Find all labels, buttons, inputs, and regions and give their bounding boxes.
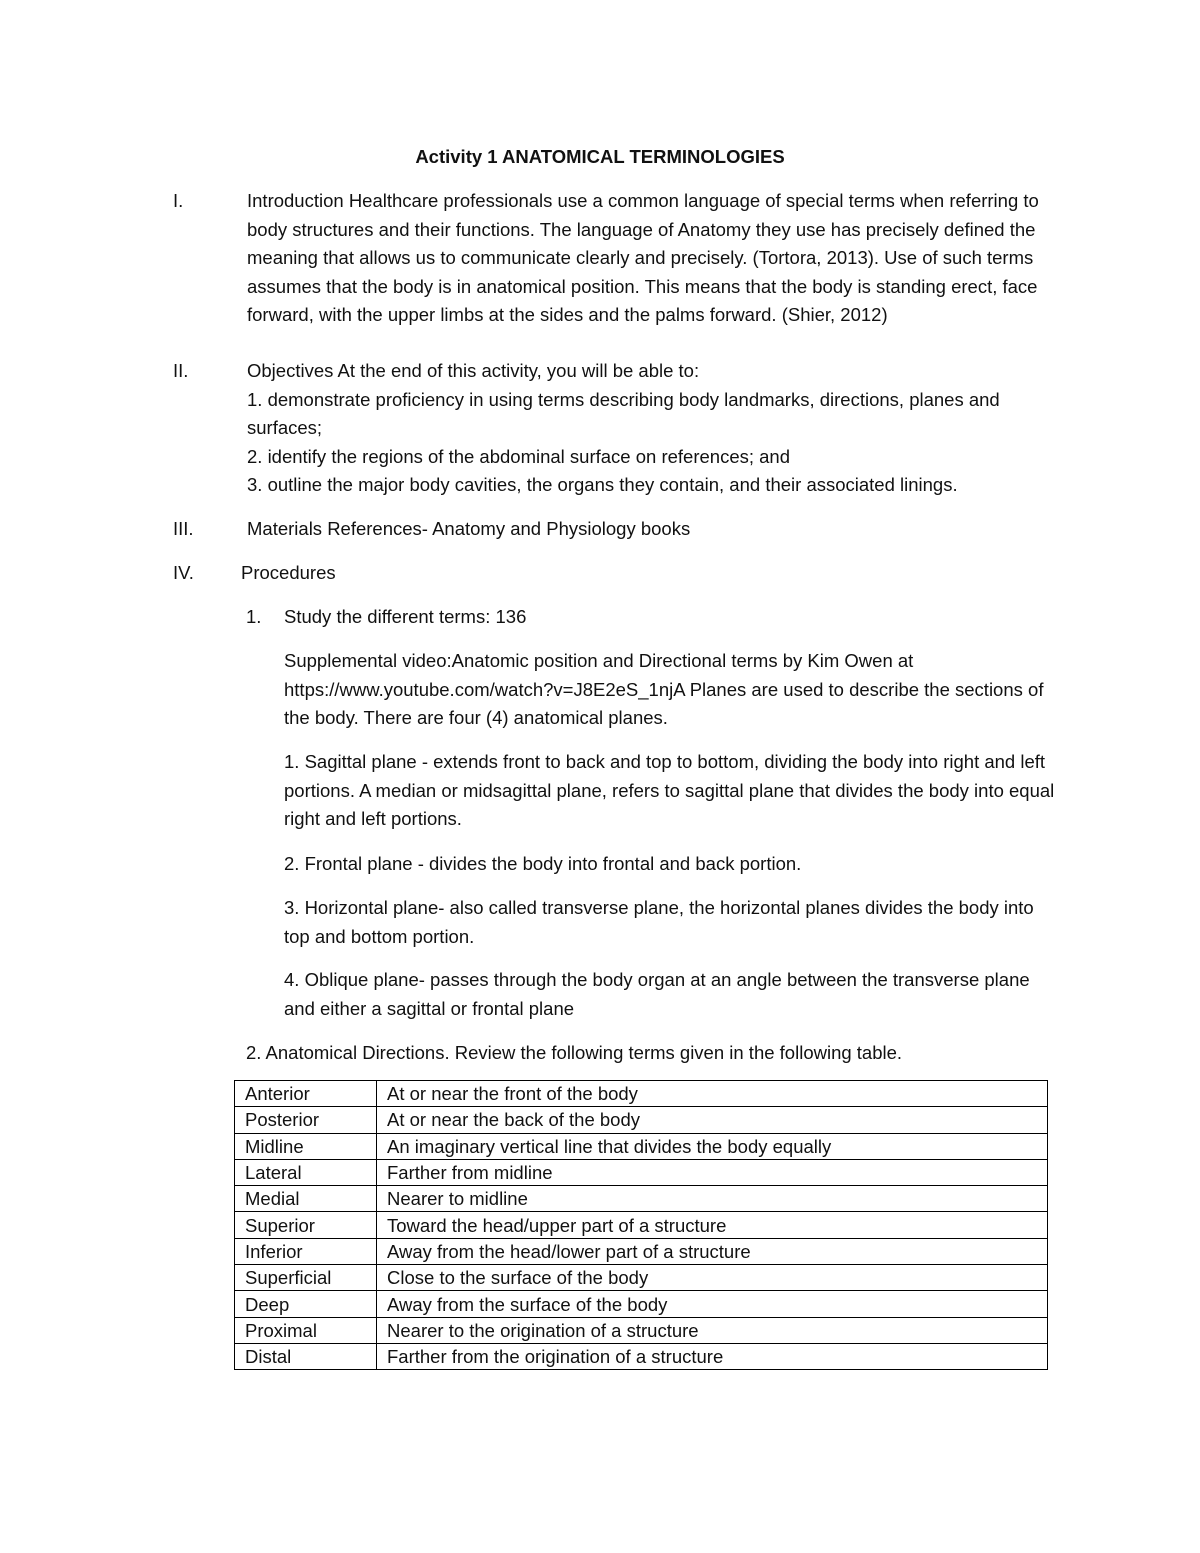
definition-cell: At or near the back of the body — [377, 1107, 1048, 1133]
objective-item: 2. identify the regions of the abdominal surface on references; and — [247, 445, 791, 467]
table-row — [235, 1186, 1048, 1212]
objective-item: 1. demonstrate proficiency in using terms describing body landmarks, directions, planes and surfaces; — [247, 388, 1000, 438]
table-row — [235, 1159, 1048, 1185]
definition-cell: At or near the front of the body — [377, 1081, 1048, 1107]
term-cell: Superior — [235, 1212, 377, 1238]
page-title: Activity 1 ANATOMICAL TERMINOLOGIES — [415, 146, 785, 167]
objective-item: 3. outline the major body cavities, the organs they contain, and their associated linings. — [247, 474, 958, 495]
term-cell: Posterior — [235, 1107, 377, 1133]
objectives-heading: Objectives At the end of this activity, you will be able to: — [247, 360, 700, 381]
section-numeral: II. — [173, 360, 189, 381]
definition-cell: Toward the head/upper part of a structure — [377, 1212, 1048, 1238]
plane-item-sagittal: 1. Sagittal plane - extends front to back and top to bottom, dividing the body into right and left portions. A median or midsagittal plane, refers to sagittal plane that divides the body into equal right and left portions. — [284, 751, 1055, 829]
term-cell: Lateral — [235, 1159, 377, 1185]
definition-cell: Nearer to midline — [377, 1186, 1048, 1212]
definition-cell: Farther from midline — [377, 1159, 1048, 1185]
plane-item-oblique: 4. Oblique plane- passes through the body organ at an angle between the transverse plane and either a sagittal or frontal plane — [284, 969, 1030, 1019]
table-row — [235, 1291, 1048, 1317]
table-row — [235, 1133, 1048, 1159]
term-cell: Distal — [235, 1343, 377, 1369]
step-text: Study the different terms: 136 — [284, 606, 527, 627]
objectives-body — [247, 357, 1057, 500]
term-cell: Deep — [235, 1291, 377, 1317]
table-row — [235, 1238, 1048, 1264]
table-row — [235, 1317, 1048, 1343]
term-cell: Superficial — [235, 1265, 377, 1291]
term-cell: Medial — [235, 1186, 377, 1212]
definition-cell: Nearer to the origination of a structure — [377, 1317, 1048, 1343]
procedures-heading: Procedures — [241, 562, 336, 583]
step-number: 1. — [246, 606, 262, 627]
definition-cell: An imaginary vertical line that divides the body equally — [377, 1133, 1048, 1159]
materials-text: Materials References- Anatomy and Physiology books — [247, 518, 691, 539]
section-numeral: III. — [173, 518, 194, 539]
definition-cell: Away from the surface of the body — [377, 1291, 1048, 1317]
table-row — [235, 1081, 1048, 1107]
table-row — [235, 1343, 1048, 1369]
introduction-text: Introduction Healthcare professionals use a common language of special terms when referring to body structures and their functions. The language of Anatomy they use has precisely defined the meaning that allows us to communicate clearly and precisely. (Tortora, 2013). Use of such terms assumes that the body is in anatomical position. This means that the body is standing erect, face forward, with the upper limbs at the sides and the palms forward. (Shier, 2012) — [247, 190, 1039, 325]
anatomical-directions-heading: 2. Anatomical Directions. Review the following terms given in the following table. — [246, 1042, 903, 1063]
definition-cell: Close to the surface of the body — [377, 1265, 1048, 1291]
definition-cell: Farther from the origination of a structure — [377, 1343, 1048, 1369]
supplemental-video-text: Supplemental video:Anatomic position and Directional terms by Kim Owen at https://www.youtube.com/watch?v=J8E2eS_1njA Planes are used to describe the sections of the body. There are four (4) anatomical planes. — [284, 650, 1044, 728]
table-row — [235, 1107, 1048, 1133]
term-cell: Anterior — [235, 1081, 377, 1107]
plane-item-frontal: 2. Frontal plane - divides the body into frontal and back portion. — [284, 853, 802, 874]
term-cell: Inferior — [235, 1238, 377, 1264]
definition-cell: Away from the head/lower part of a structure — [377, 1238, 1048, 1264]
section-numeral: I. — [173, 190, 184, 211]
plane-item-horizontal: 3. Horizontal plane- also called transverse plane, the horizontal planes divides the body into top and bottom portion. — [284, 897, 1034, 947]
term-cell: Midline — [235, 1133, 377, 1159]
table-row — [235, 1265, 1048, 1291]
term-cell: Proximal — [235, 1317, 377, 1343]
directional-terms-table — [234, 1080, 1048, 1370]
table-row — [235, 1212, 1048, 1238]
section-numeral: IV. — [173, 562, 194, 583]
